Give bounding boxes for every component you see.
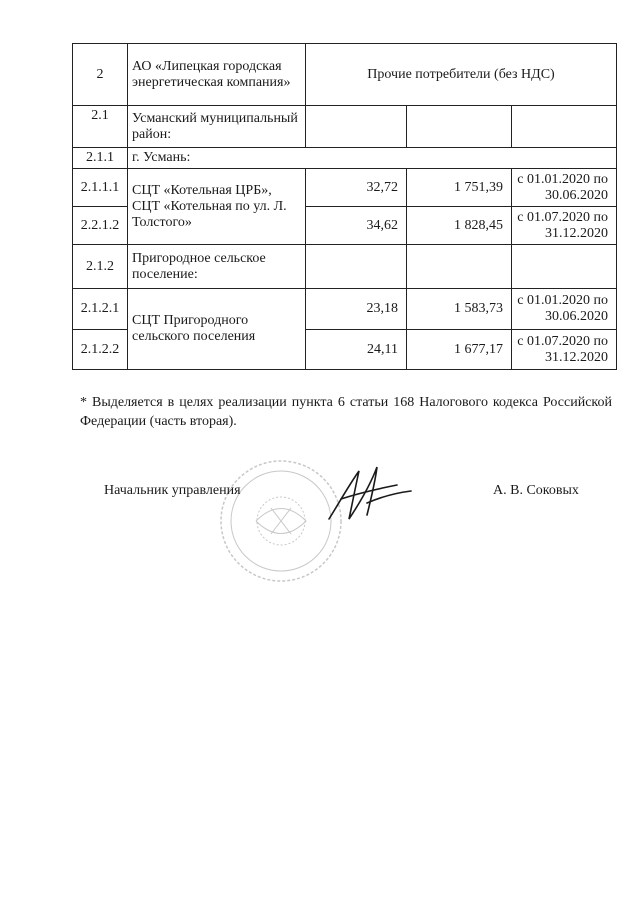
tariff-value-1: 34,62 [306,207,407,245]
tariff-table [72,43,617,370]
settlement-name: Пригородное сельское поселение: [128,245,306,289]
row-number: 2.1.1 [73,148,128,169]
empty-cell [407,106,512,148]
handwritten-signature [325,463,415,525]
heat-system-name: СЦТ Пригородного сельского поселения [128,289,306,370]
empty-cell [306,245,407,289]
row-number: 2 [73,44,128,106]
tariff-period: с 01.07.2020 по 31.12.2020 [512,207,617,245]
city-name: г. Усмань: [128,148,617,169]
signatory-title: Начальник управления [104,483,241,498]
tariff-value-1: 23,18 [306,289,407,330]
table-row [73,148,617,169]
tariff-value-2: 1 828,45 [407,207,512,245]
district-name: Усманский муниципальный район: [128,106,306,148]
tariff-value-2: 1 751,39 [407,169,512,207]
row-number: 2.1 [73,106,128,148]
tariff-value-1: 24,11 [306,330,407,370]
empty-cell [306,106,407,148]
signatory-name: А. В. Соковых [493,483,579,498]
row-number: 2.2.1.2 [73,207,128,245]
tariff-period: с 01.01.2020 по 30.06.2020 [512,169,617,207]
tariff-value-2: 1 583,73 [407,289,512,330]
empty-cell [512,245,617,289]
table-row [73,106,617,148]
tariff-period: с 01.01.2020 по 30.06.2020 [512,289,617,330]
empty-cell [512,106,617,148]
tariff-period: с 01.07.2020 по 31.12.2020 [512,330,617,370]
empty-cell [407,245,512,289]
row-number: 2.1.2.2 [73,330,128,370]
organization-name: АО «Липецкая городская энергетическая компания» [128,44,306,106]
heat-system-name: СЦТ «Котельная ЦРБ», СЦТ «Котельная по ул. Л. Толстого» [128,169,306,245]
row-number: 2.1.2 [73,245,128,289]
row-number: 2.1.1.1 [73,169,128,207]
footnote: * Выделяется в целях реализации пункта 6 статьи 168 Налогового кодекса Российской Федерации (часть вторая). [80,395,612,429]
table-row [73,289,617,330]
row-number: 2.1.2.1 [73,289,128,330]
table-row [73,169,617,207]
tariff-value-1: 32,72 [306,169,407,207]
tariff-value-2: 1 677,17 [407,330,512,370]
consumer-category: Прочие потребители (без НДС) [306,44,617,106]
table-row [73,44,617,106]
table-row [73,245,617,289]
